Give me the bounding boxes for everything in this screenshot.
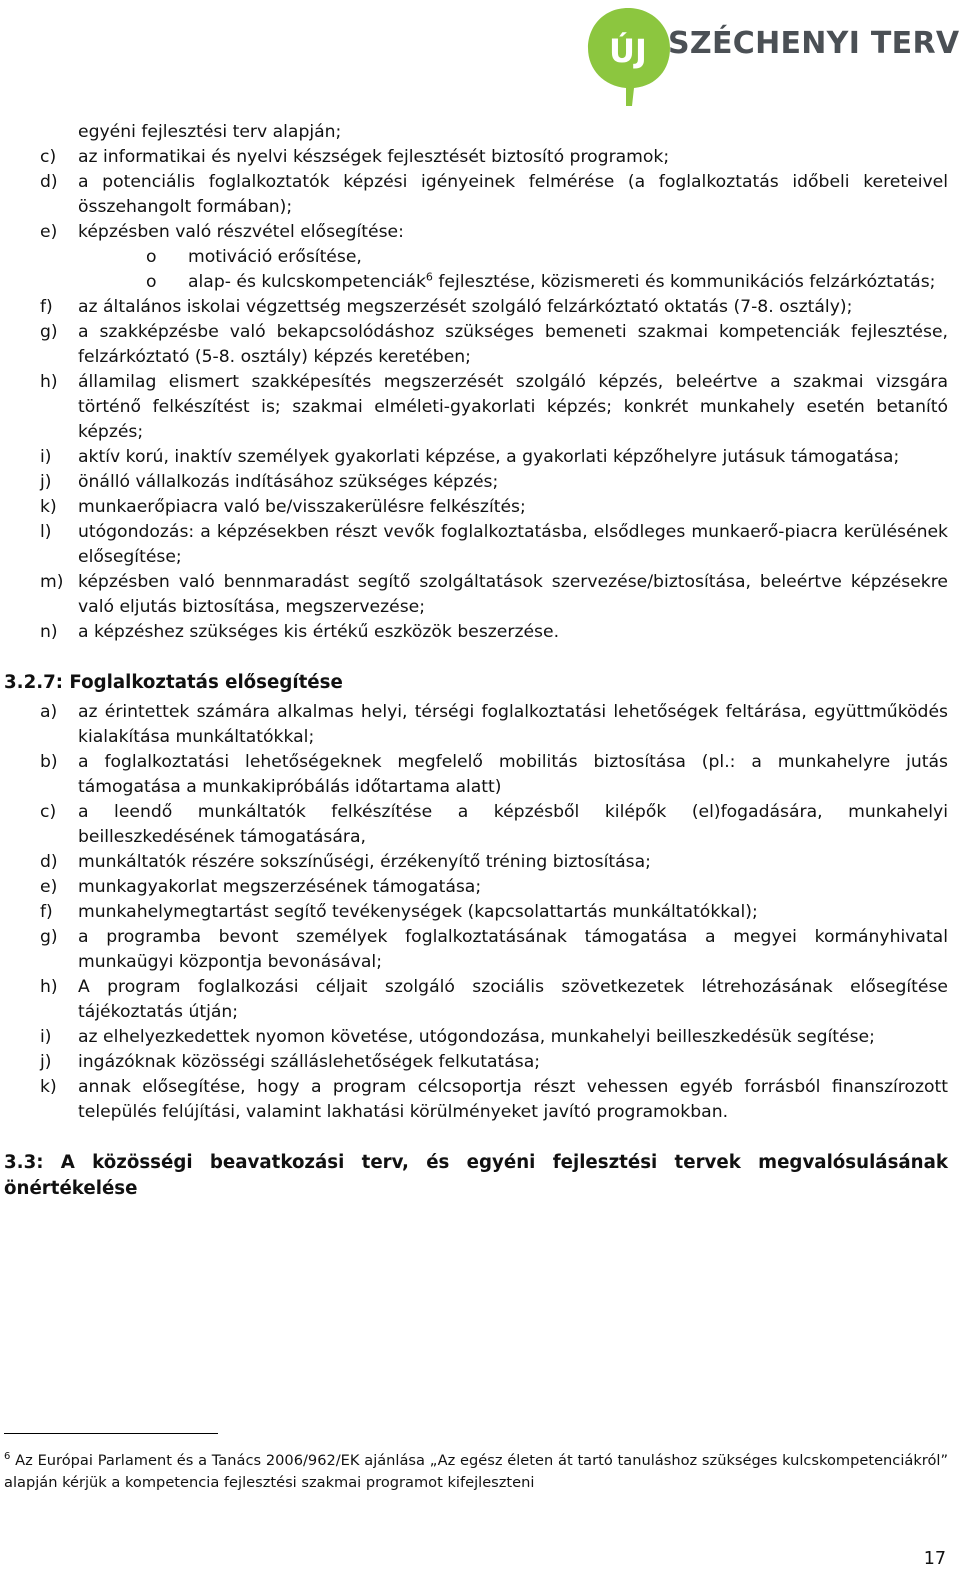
list-label: h) [40,372,58,392]
list-text: egyéni fejlesztési terv alapján; [78,122,342,142]
footnote [4,1450,948,1494]
list-text: a szakképzésbe való bekapcsolódáshoz szükséges bemeneti szakmai kompetenciák fejlesztése, felzárkóztató (5-8. osztály) képzés keretében; [78,322,948,367]
sub-list-text: motiváció erősítése, [188,247,362,267]
logo-badge-text: ÚJ [609,32,647,70]
list-label: j) [40,1052,52,1072]
list-item [0,975,960,1025]
list-item [0,620,960,645]
list-item [0,145,960,170]
list-label: e) [40,222,58,242]
footnote-ref[interactable]: 6 [425,270,433,284]
list-text: a képzéshez szükséges kis értékű eszközök beszerzése. [78,622,560,642]
footnote-number: 6 [4,1451,11,1463]
list-item [0,900,960,925]
list-text: az érintettek számára alkalmas helyi, térségi foglalkoztatási lehetőségek feltárása, együttműködés kialakítása munkáltatókkal; [78,702,948,747]
list-text: az elhelyezkedettek nyomon követése, utógondozása, munkahelyi beilleszkedésük segítése; [78,1027,875,1047]
list-label: d) [40,852,58,872]
list-label: i) [40,447,52,467]
sub-list-item [0,270,960,295]
bullet-marker: o [146,272,157,292]
list-text: munkagyakorlat megszerzésének támogatása; [78,877,482,897]
list-item [0,1075,960,1125]
list-text: ingázóknak közösségi szálláslehetőségek felkutatása; [78,1052,541,1072]
page-content [0,120,960,1206]
list-text: képzésben való részvétel elősegítése: [78,222,404,242]
list-text: az általános iskolai végzettség megszerzését szolgáló felzárkóztató oktatás (7-8. osztály); [78,297,853,317]
list-text: annak elősegítése, hogy a program célcsoportja részt vehessen egyéb forrásból finanszírozott település felújítási, valamint lakhatási körülményeket javító programokban. [78,1077,948,1122]
list-text: képzésben való bennmaradást segítő szolgáltatások szervezése/biztosítása, beleértve képzésekre való eljutás biztosítása, megszervezése; [78,572,948,617]
list-item [0,445,960,470]
list-text: a programba bevont személyek foglalkoztatásának támogatása a megyei kormányhivatal munkaügyi központja bevonásával; [78,927,948,972]
footnote-divider [4,1433,218,1434]
list-item [0,320,960,370]
list-item [0,120,960,145]
list-label: m) [40,572,64,592]
list-label: k) [40,1077,57,1097]
list-text: munkahelymegtartást segítő tevékenységek (kapcsolattartás munkáltatókkal); [78,902,758,922]
list-text: A program foglalkozási céljait szolgáló szociális szövetkezetek létrehozásának elősegítése tájékoztatás útján; [78,977,948,1022]
list-item [0,495,960,520]
footnote-text: Az Európai Parlament és a Tanács 2006/962/EK ajánlása „Az egész életen át tartó tanuláshoz szükséges kulcskompetenciákról” alapján kérjük a kompetencia fejlesztési szakmai programot kifejleszteni [4,1452,948,1491]
list-label: c) [40,147,57,167]
list-item [0,925,960,975]
list-item [0,800,960,850]
list-label: c) [40,802,57,822]
list-label: g) [40,322,58,342]
list-text: munkaerőpiacra való be/visszakerülésre felkészítés; [78,497,526,517]
list-label: g) [40,927,58,947]
logo-brand-text: SZÉCHENYI TERV [668,26,960,61]
list-label: b) [40,752,58,772]
list-text: aktív korú, inaktív személyek gyakorlati képzése, a gyakorlati képzőhelyre jutásuk támogatása; [78,447,900,467]
list-label: j) [40,472,52,492]
list-item [0,470,960,495]
list-item [0,370,960,445]
list-item [0,520,960,570]
list-label: f) [40,902,53,922]
list-label: f) [40,297,53,317]
section-heading: 3.2.7: Foglalkoztatás elősegítése [4,672,343,693]
list-label: d) [40,172,58,192]
list-item [0,700,960,750]
section-heading: 3.3: A közösségi beavatkozási terv, és egyéni fejlesztési tervek megvalósulásának önértékelése [4,1152,948,1199]
list-label: e) [40,877,58,897]
list-item [0,295,960,320]
list-text: utógondozás: a képzésekben részt vevők foglalkoztatásba, elsődleges munkaerő-piacra kerülésének elősegítése; [78,522,948,567]
sub-list-text: fejlesztése, közismereti és kommunikációs felzárkóztatás; [432,272,936,292]
list-item [0,570,960,620]
list-item [0,1025,960,1050]
logo-leaf-icon [586,6,676,110]
list-text: az informatikai és nyelvi készségek fejlesztését biztosító programok; [78,147,670,167]
list-label: h) [40,977,58,997]
sub-list-text: alap- és kulcskompetenciák [188,272,426,292]
list-item [0,850,960,875]
sub-list-item [0,245,960,270]
list-item [0,170,960,220]
list-text: a leendő munkáltatók felkészítése a képzésből kilépők (el)fogadására, munkahelyi beilleszkedésének támogatására, [78,802,948,847]
list-item [0,1050,960,1075]
list-item [0,750,960,800]
list-label: l) [40,522,52,542]
list-text: államilag elismert szakképesítés megszerzését szolgáló képzés, beleértve a szakmai vizsgára történő felkészítést is; szakmai elméleti-gyakorlati képzés; konkrét munkahely esetén betanító képzés; [78,372,948,442]
list-text: munkáltatók részére sokszínűségi, érzékenyítő tréning biztosítása; [78,852,651,872]
list-label: a) [40,702,58,722]
list-label: k) [40,497,57,517]
list-item [0,220,960,245]
list-label: n) [40,622,58,642]
page-number: 17 [923,1549,946,1569]
bullet-marker: o [146,247,157,267]
list-text: a foglalkoztatási lehetőségeknek megfelelő mobilitás biztosítása (pl.: a munkahelyre jutás támogatása a munkakipróbálás időtartama alatt) [78,752,948,797]
list-text: önálló vállalkozás indításához szükséges képzés; [78,472,499,492]
list-label: i) [40,1027,52,1047]
list-text: a potenciális foglalkoztatók képzési igényeinek felmérése (a foglalkoztatás időbeli kereteivel összehangolt formában); [78,172,948,217]
list-item [0,875,960,900]
